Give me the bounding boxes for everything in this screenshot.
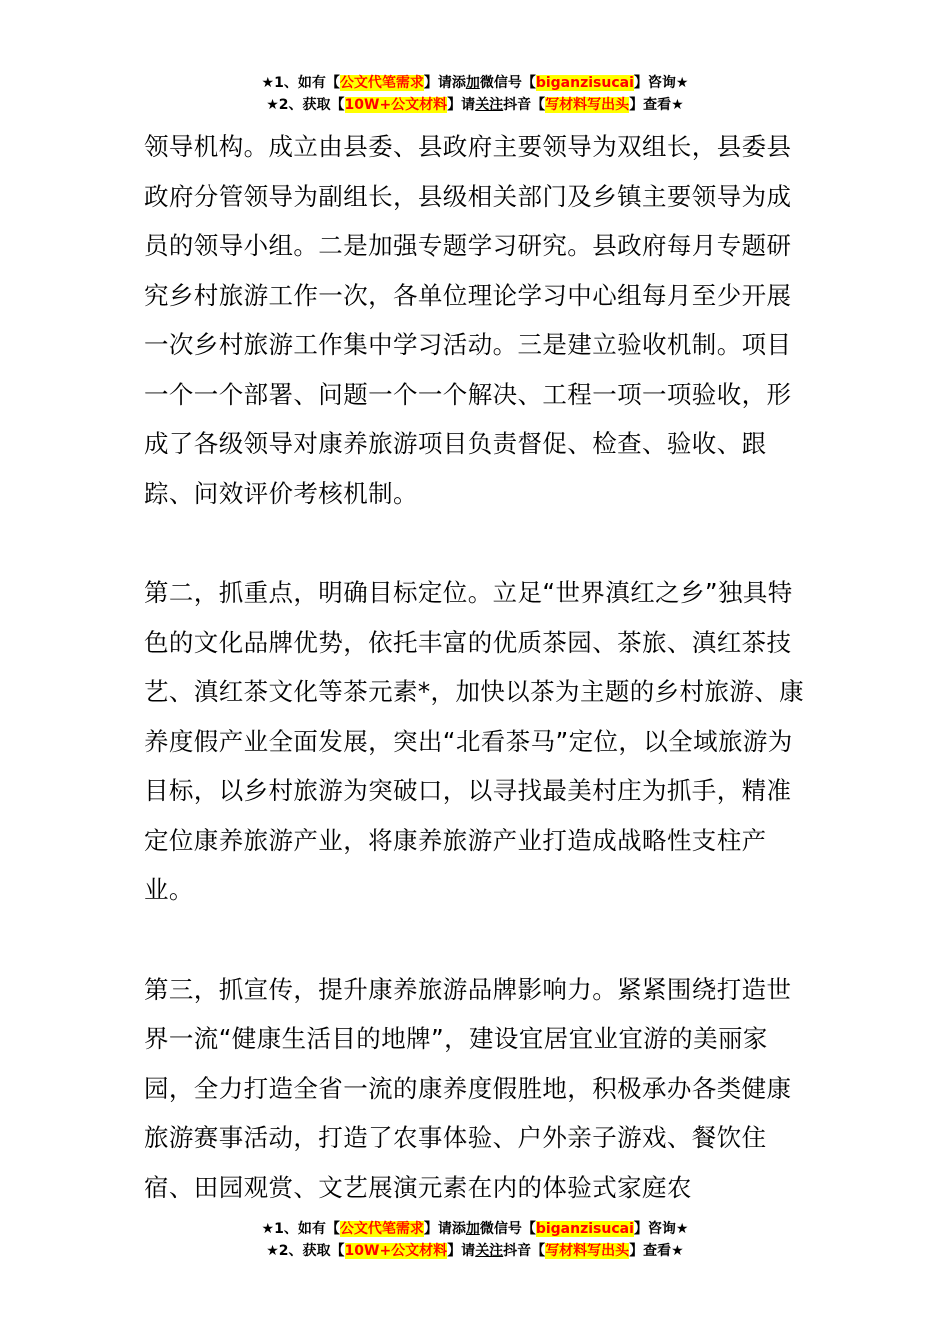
- header-banner: [0, 72, 950, 116]
- footer-banner: [0, 1218, 950, 1262]
- banner-line-2: ★2、获取【10W+公文材料】请关注抖音【写材料写出头】查看★: [266, 1243, 684, 1259]
- banner-line-1: ★1、如有【公文代笔需求】请添加微信号【biganzisucai】咨询★: [261, 75, 689, 91]
- paragraph-2: 第二，抓重点，明确目标定位。立足“世界滇红之乡”独具特色的文化品牌优势，依托丰富的优质茶园、茶旅、滇红茶技艺、滇红茶文化等茶元素*，加快以茶为主题的乡村旅游、康养度假产业全面发展，突出“北看茶马”定位，以全域旅游为目标，以乡村旅游为突破口，以寻找最美村庄为抓手，精准定位康养旅游产业，将康养旅游产业打造成战略性支柱产业。: [144, 578, 805, 904]
- banner-line-1: ★1、如有【公文代笔需求】请添加微信号【biganzisucai】咨询★: [261, 1221, 689, 1237]
- banner-line-2: ★2、获取【10W+公文材料】请关注抖音【写材料写出头】查看★: [266, 97, 684, 113]
- paragraph-3: 第三，抓宣传，提升康养旅游品牌影响力。紧紧围绕打造世界一流“健康生活目的地牌”，建设宜居宜业宜游的美丽家园，全力打造全省一流的康养度假胜地，积极承办各类健康旅游赛事活动，打造了农事体验、户外亲子游戏、餐饮住宿、田园观赏、文艺展演元素在内的体验式家庭农: [144, 974, 792, 1202]
- highlight-wechat-id: biganzisucai: [535, 1221, 634, 1237]
- document-body: [144, 122, 808, 1212]
- highlight-service: 公文代笔需求: [339, 1221, 424, 1237]
- highlight-douyin-account: 写材料写出头: [545, 1243, 630, 1259]
- paragraph-1: 领导机构。成立由县委、县政府主要领导为双组长，县委县政府分管领导为副组长，县级相关部门及乡镇主要领导为成员的领导小组。二是加强专题学习研究。县政府每月专题研究乡村旅游工作一次，各单位理论学习中心组每月至少开展一次乡村旅游工作集中学习活动。三是建立验收机制。项目一个一个部署、问题一个一个解决、工程一项一项验收，形成了各级领导对康养旅游项目负责督促、检查、验收、跟踪、问效评价考核机制。: [144, 132, 792, 508]
- highlight-service: 公文代笔需求: [339, 75, 424, 91]
- highlight-materials: 10W+公文材料: [344, 97, 448, 113]
- highlight-materials: 10W+公文材料: [344, 1243, 448, 1259]
- highlight-wechat-id: biganzisucai: [535, 75, 634, 91]
- highlight-douyin-account: 写材料写出头: [545, 97, 630, 113]
